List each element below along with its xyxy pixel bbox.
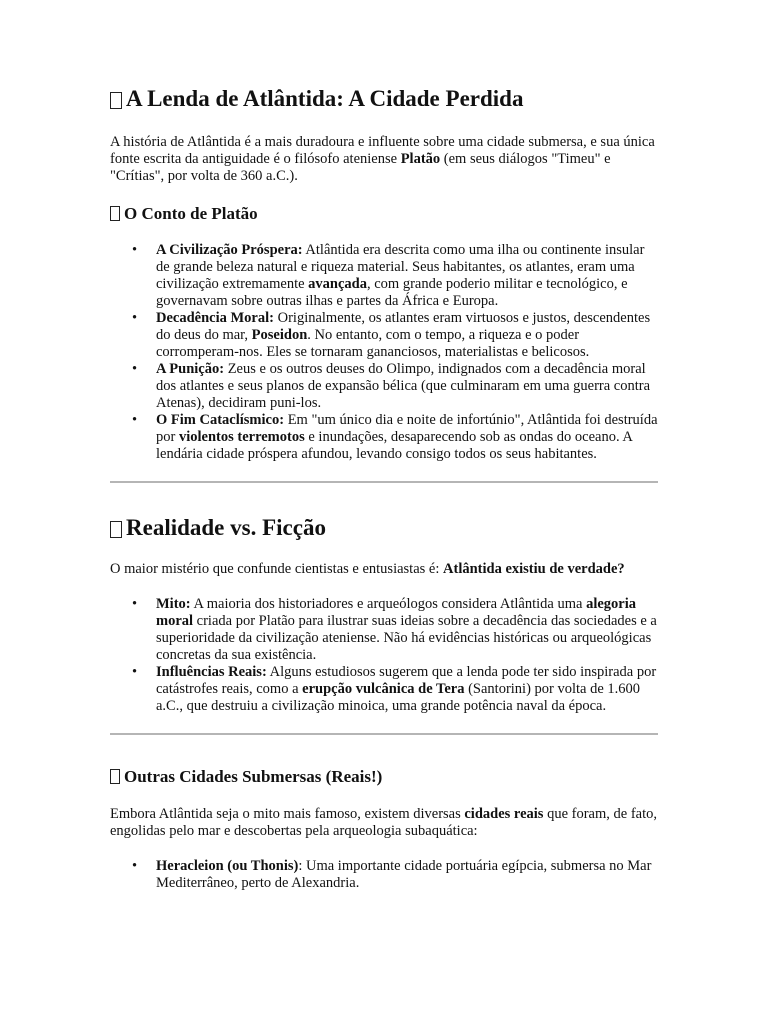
document-content [110, 84, 658, 892]
bullet-icon: • [132, 664, 138, 680]
section-heading-other-cities: Outras Cidades Submersas (Reais!) [110, 766, 658, 788]
missing-glyph-icon [110, 206, 120, 221]
reality-intro: O maior mistério que confunde cientistas e entusiastas é: Atlântida existiu de verdade? [110, 561, 625, 577]
bullet-icon: • [132, 310, 138, 326]
section-heading-plato: O Conto de Platão [110, 203, 658, 225]
missing-glyph-icon [110, 92, 122, 109]
bullet-icon: • [132, 596, 138, 612]
missing-glyph-icon [110, 521, 122, 538]
intro-paragraph: A história de Atlântida é a mais duradoura e influente sobre uma cidade submersa, e sua única fonte escrita da antiguidade é o filósofo ateniense Platão (em seus diálogos "Timeu" e "Crítias", por volta de 360 a.C.). [110, 134, 655, 184]
list-item: • Mito: A maioria dos historiadores e arqueólogos considera Atlântida uma alegoria moral criada por Platão para ilustrar suas ideias sobre a decadência das sociedades e a superioridade da civilização ateniense. Não há evidências históricas ou arqueológicas concretas da sua existência. [132, 596, 657, 663]
page-title: A Lenda de Atlântida: A Cidade Perdida [110, 84, 658, 114]
list-item: • A Punição: Zeus e os outros deuses do Olimpo, indignados com a decadência moral dos atlantes e seus planos de expansão bélica (que culminaram em uma guerra contra Atenas), decidiram puni-los. [132, 361, 651, 411]
bullet-icon: • [132, 412, 138, 428]
list-item: • A Civilização Próspera: Atlântida era descrita como uma ilha ou continente insular de grande beleza natural e riqueza material. Seus habitantes, os atlantes, eram uma civilização extremamente avançada, com grande poderio militar e tecnológico, e governavam sobre outras ilhas e partes da África e Europa. [132, 242, 645, 309]
section-heading-reality: Realidade vs. Ficção [110, 513, 658, 543]
missing-glyph-icon [110, 769, 120, 784]
reality-list [110, 596, 658, 715]
list-item: • Heracleion (ou Thonis): Uma importante cidade portuária egípcia, submersa no Mar Mediterrâneo, perto de Alexandria. [132, 858, 652, 891]
bullet-icon: • [132, 361, 138, 377]
bullet-icon: • [132, 242, 138, 258]
section-divider [110, 481, 658, 483]
list-item: • Decadência Moral: Originalmente, os atlantes eram virtuosos e justos, descendentes do deus do mar, Poseidon. No entanto, com o tempo, a riqueza e o poder corromperam-nos. Eles se tornaram gananciosos, materialistas e belicosos. [132, 310, 651, 360]
other-cities-list [110, 858, 658, 892]
other-cities-intro: Embora Atlântida seja o mito mais famoso, existem diversas cidades reais que foram, de fato, engolidas pelo mar e descobertas pela arqueologia subaquática: [110, 806, 657, 839]
section-divider [110, 733, 658, 735]
list-item: • Influências Reais: Alguns estudiosos sugerem que a lenda pode ter sido inspirada por catástrofes reais, como a erupção vulcânica de Tera (Santorini) por volta de 1.600 a.C., que destruiu a civilização minoica, uma grande potência naval da época. [132, 664, 657, 714]
bullet-icon: • [132, 858, 138, 874]
plato-list [110, 242, 658, 463]
list-item: • O Fim Cataclísmico: Em "um único dia e noite de infortúnio", Atlântida foi destruída por violentos terremotos e inundações, desaparecendo sob as ondas do oceano. A lendária cidade próspera afundou, levando consigo todos os seus habitantes. [132, 412, 658, 462]
